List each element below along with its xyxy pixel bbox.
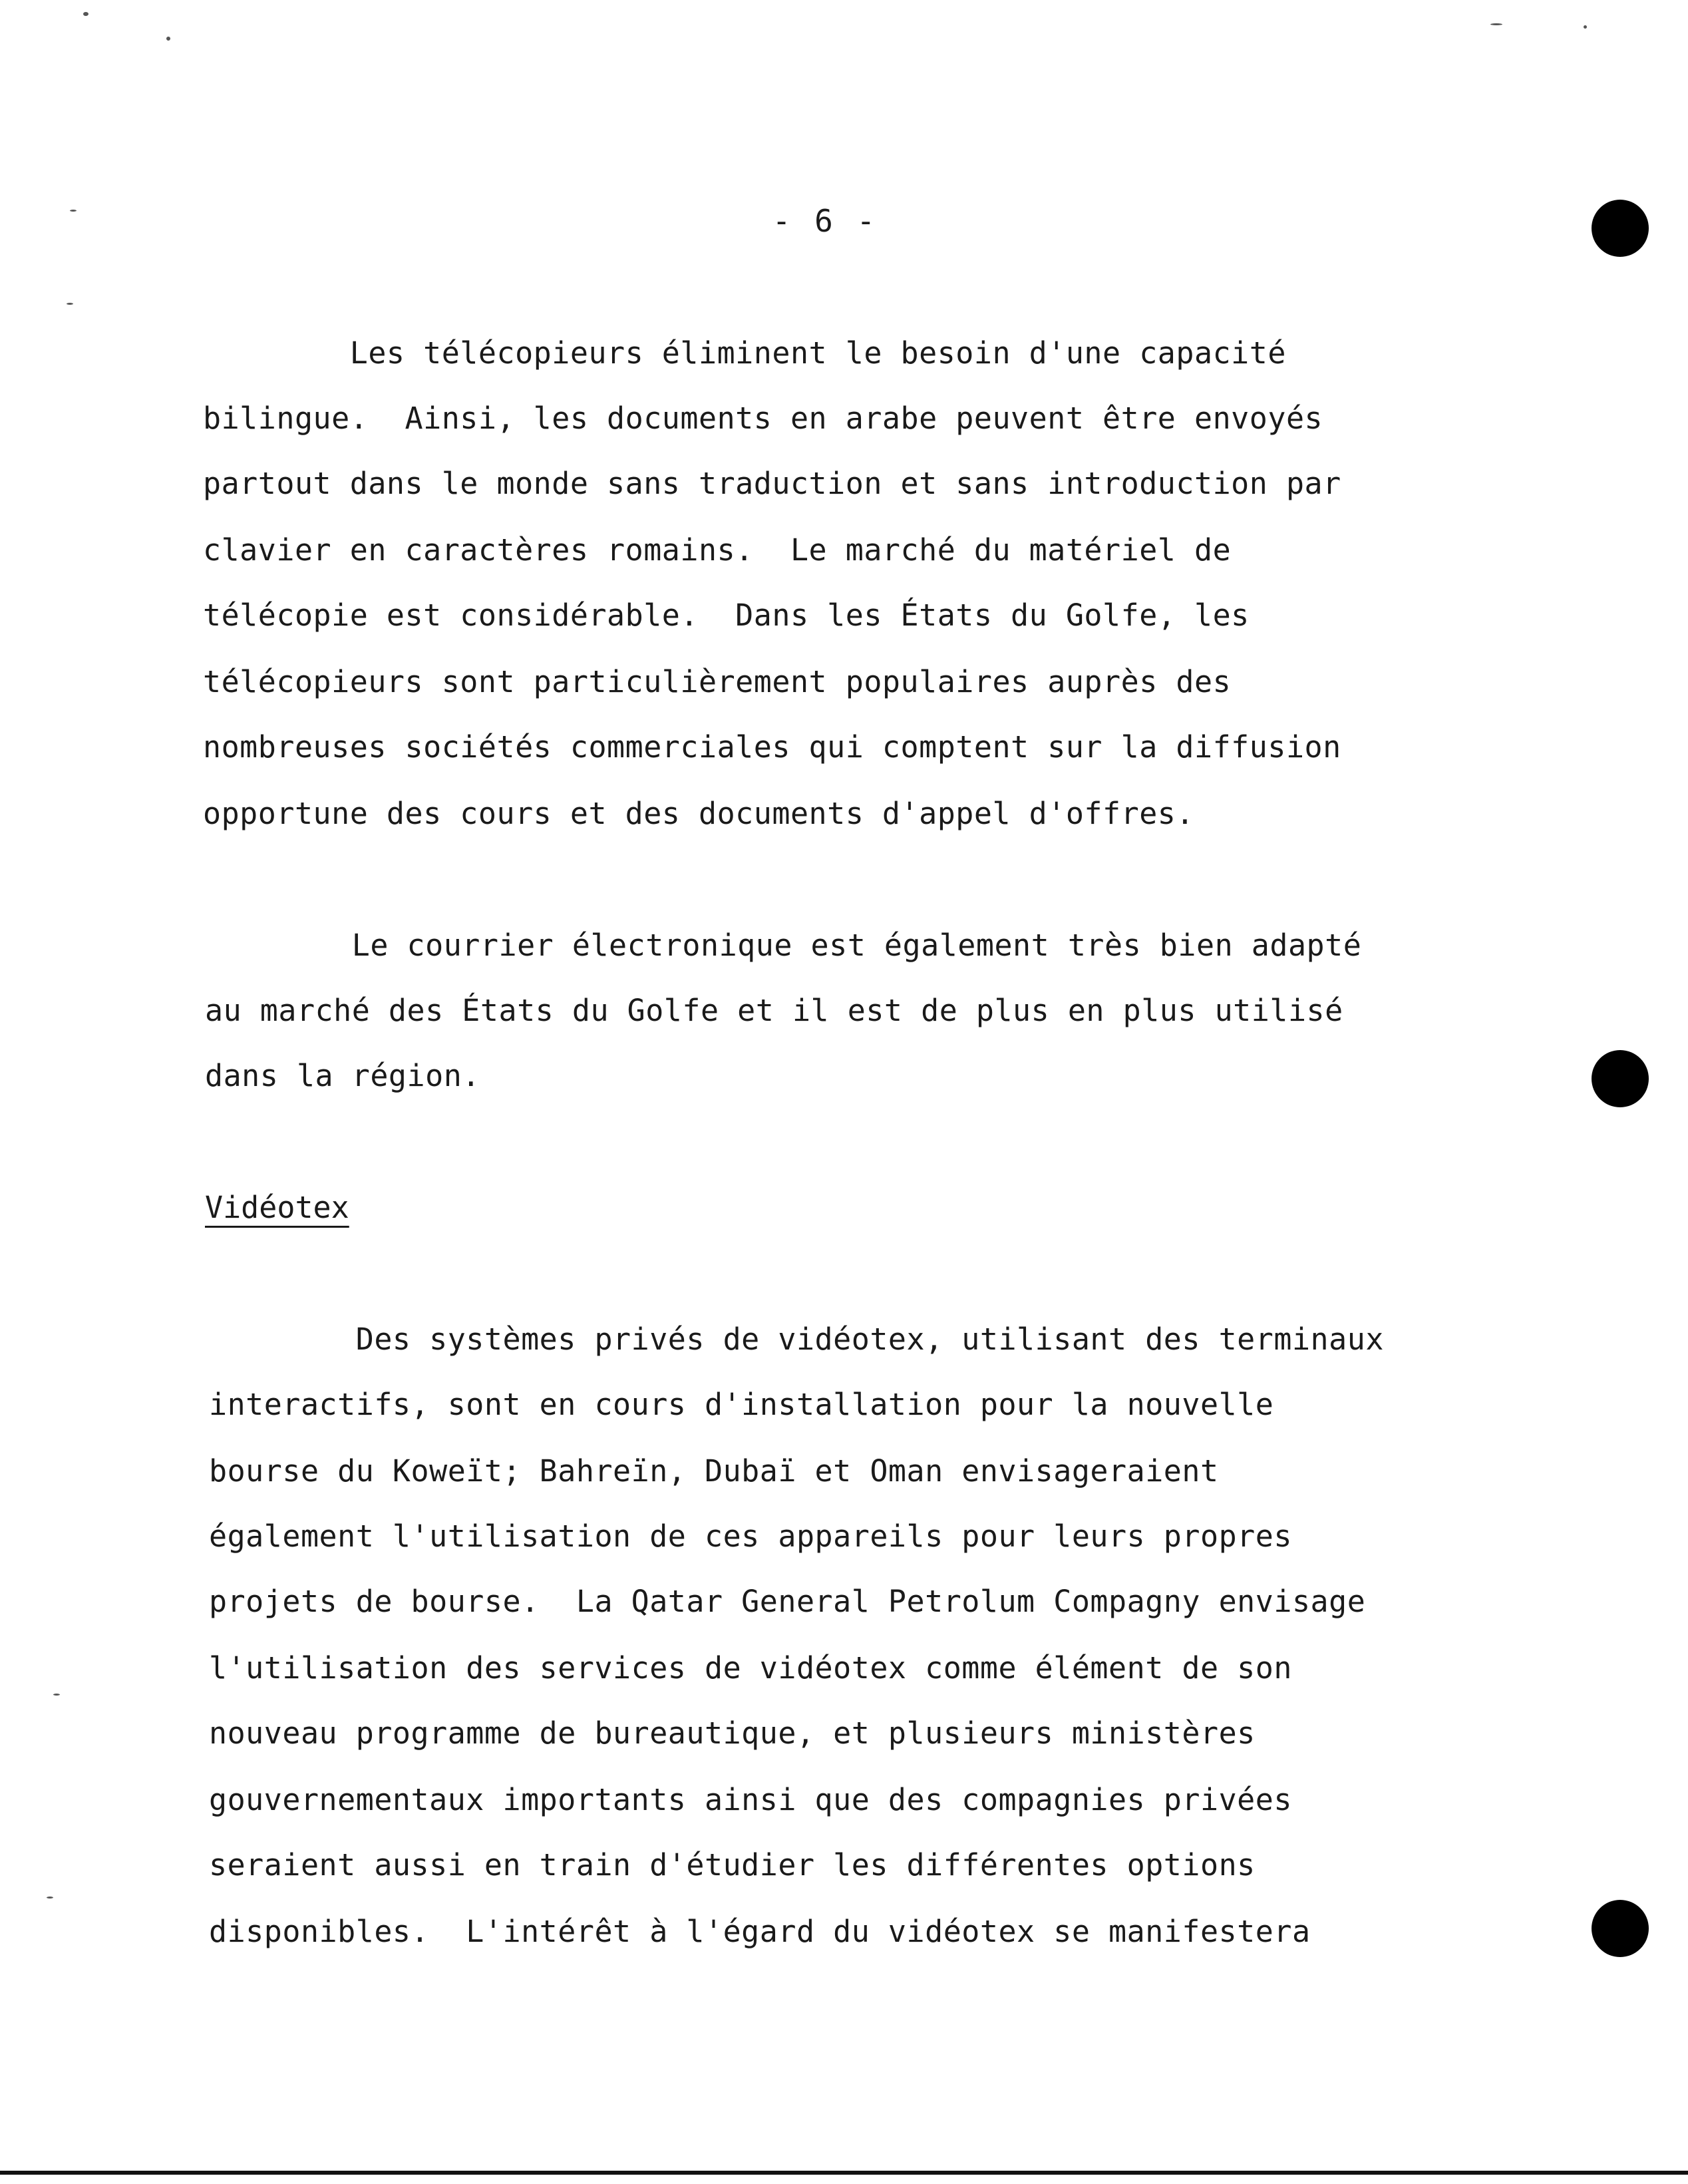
text-line: bourse du Koweït; Bahreïn, Dubaï et Oman envisageraient: [209, 1453, 1219, 1489]
text-line: dans la région.: [205, 1058, 480, 1093]
text-line: gouvernementaux importants ainsi que des compagnies privées: [209, 1782, 1292, 1817]
text-line: partout dans le monde sans traduction et sans introduction par: [203, 466, 1341, 501]
text-line: également l'utilisation de ces appareils pour leurs propres: [209, 1519, 1292, 1554]
text-line: seraient aussi en train d'étudier les différentes options: [209, 1847, 1256, 1883]
text-line: au marché des États du Golfe et il est de plus en plus utilisé: [205, 993, 1343, 1028]
text-line: télécopie est considérable. Dans les États du Golfe, les: [203, 598, 1250, 633]
scan-speck: [53, 1694, 60, 1696]
scan-speck: [67, 303, 73, 305]
punch-hole: [1592, 200, 1649, 257]
text-line: l'utilisation des services de vidéotex comme élément de son: [209, 1650, 1292, 1686]
section-heading: Vidéotex: [205, 1190, 349, 1225]
text-line: télécopieurs sont particulièrement populaires auprès des: [203, 664, 1232, 699]
punch-hole: [1592, 1900, 1649, 1957]
scan-speck: [83, 12, 88, 16]
text-line: projets de bourse. La Qatar General Petrolum Compagny envisage: [209, 1584, 1366, 1619]
scan-speck: [166, 37, 170, 41]
scan-speck: [70, 210, 77, 212]
text-line: disponibles. L'intérêt à l'égard du vidéotex se manifestera: [209, 1914, 1311, 1949]
text-line: opportune des cours et des documents d'appel d'offres.: [203, 796, 1194, 831]
page-number: - 6 -: [772, 203, 878, 239]
text-line: Les télécopieurs éliminent le besoin d'une capacité: [203, 335, 1286, 371]
text-line: clavier en caractères romains. Le marché du matériel de: [203, 532, 1232, 568]
text-line: Le courrier électronique est également très bien adapté: [205, 928, 1362, 963]
text-line: nombreuses sociétés commerciales qui comptent sur la diffusion: [203, 729, 1341, 765]
scan-speck: [1490, 23, 1502, 25]
text-line: interactifs, sont en cours d'installation pour la nouvelle: [209, 1387, 1274, 1422]
text-line: bilingue. Ainsi, les documents en arabe peuvent être envoyés: [203, 401, 1323, 436]
text-line: nouveau programme de bureautique, et plusieurs ministères: [209, 1716, 1256, 1751]
bottom-rule: [0, 2171, 1688, 2175]
punch-hole: [1592, 1050, 1649, 1107]
scan-speck: [1584, 25, 1587, 29]
scan-speck: [47, 1897, 53, 1899]
text-line: Des systèmes privés de vidéotex, utilisant des terminaux: [209, 1322, 1384, 1357]
